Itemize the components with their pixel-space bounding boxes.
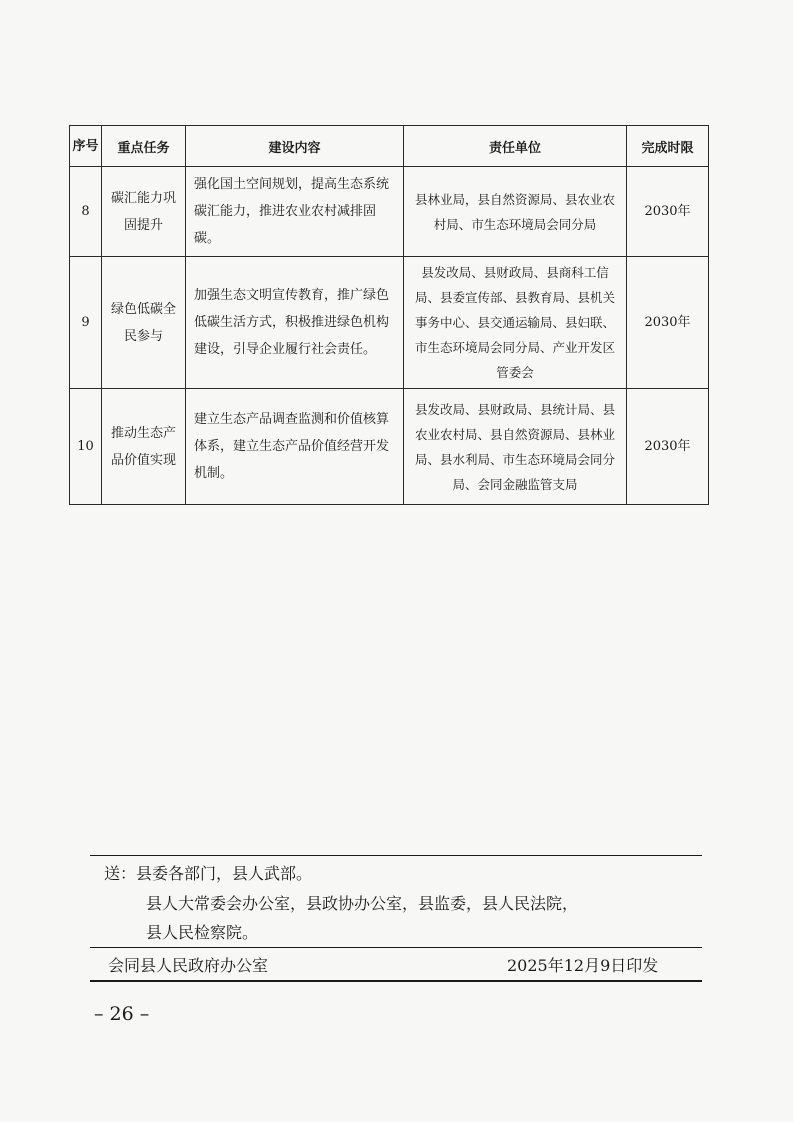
row-seq: 10 <box>70 389 102 505</box>
page-number: – 26 – <box>94 1003 150 1025</box>
row-seq: 9 <box>70 257 102 389</box>
row-task: 推动生态产品价值实现 <box>102 389 186 505</box>
table-header-row <box>70 126 709 167</box>
row-task: 绿色低碳全民参与 <box>102 257 186 389</box>
row-deadline: 2030年 <box>627 257 709 389</box>
row-deadline: 2030年 <box>627 167 709 257</box>
header-task: 重点任务 <box>102 126 186 167</box>
table-row <box>70 167 709 257</box>
distribution-line-1: 送：县委各部门，县人武部。 <box>104 864 313 883</box>
task-table <box>69 125 709 505</box>
header-content: 建设内容 <box>186 126 404 167</box>
distribution-line-3: 县人民检察院。 <box>146 923 259 942</box>
row-deadline: 2030年 <box>627 389 709 505</box>
table-row <box>70 257 709 389</box>
distribution-bottom-rule <box>90 980 702 982</box>
header-seq: 序号 <box>70 126 102 167</box>
distribution-line-2: 县人大常委会办公室，县政协办公室，县监委，县人民法院， <box>146 894 579 913</box>
distribution-top-rule <box>90 855 702 856</box>
row-content: 加强生态文明宣传教育，推广绿色低碳生活方式，积极推进绿色机构建设，引导企业履行社会责任。 <box>186 257 404 389</box>
issue-date: 2025年12月9日印发 <box>507 956 659 975</box>
row-units: 县发改局、县财政局、县商科工信局、县委宣传部、县教育局、县机关事务中心、县交通运输局、县妇联、市生态环境局会同分局、产业开发区管委会 <box>404 257 627 389</box>
header-deadline: 完成时限 <box>627 126 709 167</box>
issuer-name: 会同县人民政府办公室 <box>108 956 269 975</box>
row-task: 碳汇能力巩固提升 <box>102 167 186 257</box>
row-content: 建立生态产品调查监测和价值核算体系，建立生态产品价值经营开发机制。 <box>186 389 404 505</box>
row-units: 县发改局、县财政局、县统计局、县农业农村局、县自然资源局、县林业局、县水利局、市生态环境局会同分局、会同金融监管支局 <box>404 389 627 505</box>
distribution-middle-rule <box>90 947 702 948</box>
row-content: 强化国土空间规划，提高生态系统碳汇能力，推进农业农村减排固碳。 <box>186 167 404 257</box>
row-units: 县林业局，县自然资源局、县农业农村局、市生态环境局会同分局 <box>404 167 627 257</box>
row-seq: 8 <box>70 167 102 257</box>
table-row <box>70 389 709 505</box>
header-units: 责任单位 <box>404 126 627 167</box>
